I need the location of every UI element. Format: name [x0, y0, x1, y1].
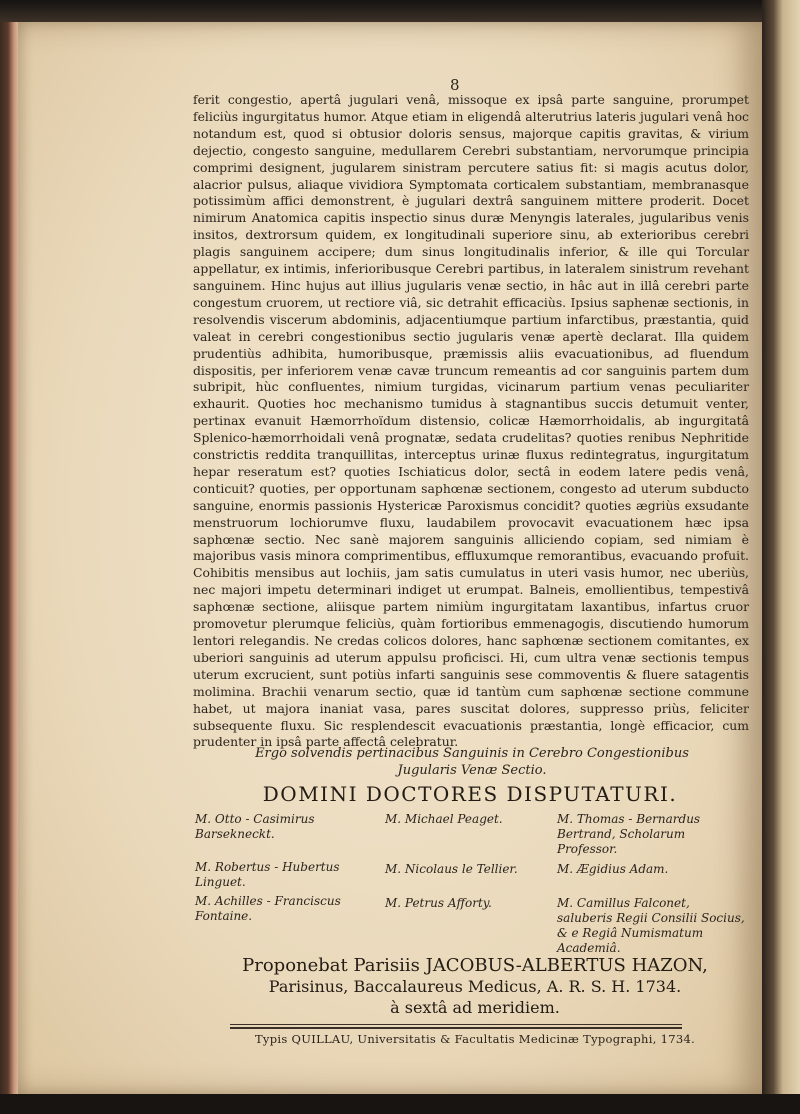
- page-number: 8: [450, 76, 460, 94]
- proposal-block: [195, 955, 755, 1018]
- doctor-name: M. Otto - Casimirus Barsekneckt.: [195, 812, 315, 841]
- doctors-heading: DOMINI DOCTORES DISPUTATURI.: [262, 782, 678, 806]
- proposal-line: Parisinus, Baccalaureus Medicus, A. R. S. H. 1734.: [268, 977, 682, 996]
- thesis-statement: Ergo solvendis pertinacibus Sanguinis in Cerebro Congestionibus Jugularis Venæ Sectio.: [255, 746, 689, 778]
- body-text: ferit congestio, apertâ jugulari venâ, missoque ex ipsâ parte sanguine, prorumpet feliciùs ingurgitatus humor. Atque etiam in eligendâ alterutrius lateris jugulari venâ hoc notandum est, quod si obtusior doloris sensus, majorque capitis gravitas, & virium dejectio, congesto sanguine, medullarem Cerebri substantiam, nervorumque principia comprimi designent, jugularem sinistram percutere satius fit: si magis acutus dolor, alacrior pulsus, aliaque vividiora Symptomata corticalem substantiam, membranasque potissimùm affici demonstrent, è jugulari dextrâ sanguinem mittere proderit. Docet nimirum Anatomica capitis inspectio sinus duræ Menyngis laterales, jugularibus venis insitos, dextrorsum quidem, ex longitudinali superiore sinu, ab exterioribus cerebri plagis sanguinem accipere; dum sinus longitudinalis inferior, & ille qui Torcular appellatur, ex intimis, inferioribusque Cerebri partibus, in lateralem sinistrum revehant sanguinem. Hinc hujus aut illius jugularis venæ sectio, in hâc aut in illâ cerebri parte congestum cruorem, ut rectiore viâ, sic detrahit efficaciùs. Ipsius saphenæ sectionis, in resolvendis viscerum abdominis, adjacentiumque partium infarctibus, præstantia, quid valeat in cerebri congestionibus sectio jugularis venæ apertè declarat. Illa quidem prudentiùs adhibita, humoribusque, præmissis aliis evacuationibus, ad fluendum dispositis, per inferiorem venæ cavæ truncum remeantis ad cor sanguinis partem dum subripit, hùc confluentes, nimium turgidas, vicinarum partium venas peculiariter exhaurit. Quoties hoc mechanismo tumidus à stagnantibus succis detumuit venter, pertinax evanuit Hæmorrhoïdum distensio, colicæ Hæmorrhoidalis, ab ingurgitatâ Splenico-hæmorrhoidali venâ prognatæ, sedata crudelitas? quoties renibus Nephritide constrictis reddita tranquillitas, interceptus urinæ fluxus redintegratus, ingurgitatum hepar reseratum est? quoties Ischiaticus dolor, sectâ in eodem latere pedis venâ, conticuit? quoties, per opportunam saphœnæ sectionem, congesto ad uterum subducto sanguine, enormis passionis Hystericæ Paroxismus concidit? quoties ægriùs exsudante menstruorum lochiorumve fluxu, laudabilem provocavit evacuationem hæc ipsa saphœnæ sectio. Nec sanè majorem sanguinis alliciendo copiam, sed nimiam è majoribus vasis minora comprimentibus, effluxumque remorantibus, evacuando profuit. Cohibitis mensibus aut lochiis, jam satis cumulatus in uteri vasis humor, nec uberiùs, nec majori impetu determinari indiget ut erumpat. Balneis, emollientibus, tempestivâ saphœnæ sectione, aliisque partem nimiùm ingurgitatam laxantibus, infartus cruor promovetur plerumque feliciùs, quàm fortioribus emmenagogis, discutiendo humorum lentori relegandis. Ne credas colicos dolores, hanc saphœnæ sectionem comitantes, ex uberiori sanguinis ad uterum appulsu proficisci. Hi, cum ultra venæ sectionis tempus uterum excrucient, sunt potiùs infarti sanguinis sese commoventis & fluere satagentis molimina. Brachii venarum sectio, quæ id tantùm cum saphœnæ sectione commune habet, ut majora inaniat vasa, pares suscitat dolores, suppresso priùs, feliciter subsequente fluxu. Sic resplendescit evacuationis præstantia, longè efficacior, cum prudenter in ipsâ parte affectâ celebratur.: [193, 92, 749, 750]
- printer-imprint: Typis QUILLAU, Universitatis & Facultatis Medicinæ Typographi, 1734.: [254, 1032, 696, 1046]
- book-gutter: [762, 0, 800, 1114]
- doctor-name: M. Petrus Afforty.: [385, 896, 492, 910]
- doctor-name: M. Michael Peaget.: [385, 812, 503, 826]
- doctor-name: M. Ægidius Adam.: [557, 862, 669, 876]
- doctor-name: M. Robertus - Hubertus Linguet.: [195, 860, 340, 889]
- scan-bottom-edge: [0, 1094, 800, 1114]
- scan-top-edge: [0, 0, 800, 22]
- doctor-name: M. Camillus Falconet, saluberis Regii Consilii Socius, & e Regiâ Numismatum Academiâ.: [557, 896, 745, 955]
- doctors-list: [195, 812, 755, 954]
- divider-rule: [230, 1024, 682, 1029]
- doctor-name: M. Thomas - Bernardus Bertrand, Scholarum Professor.: [557, 812, 701, 856]
- proposal-line: à sextâ ad meridiem.: [390, 998, 560, 1017]
- doctor-name: M. Achilles - Franciscus Fontaine.: [195, 894, 341, 923]
- proposal-line: Proponebat Parisiis JACOBUS-ALBERTUS HAZON,: [242, 955, 708, 976]
- doctor-name: M. Nicolaus le Tellier.: [385, 862, 518, 876]
